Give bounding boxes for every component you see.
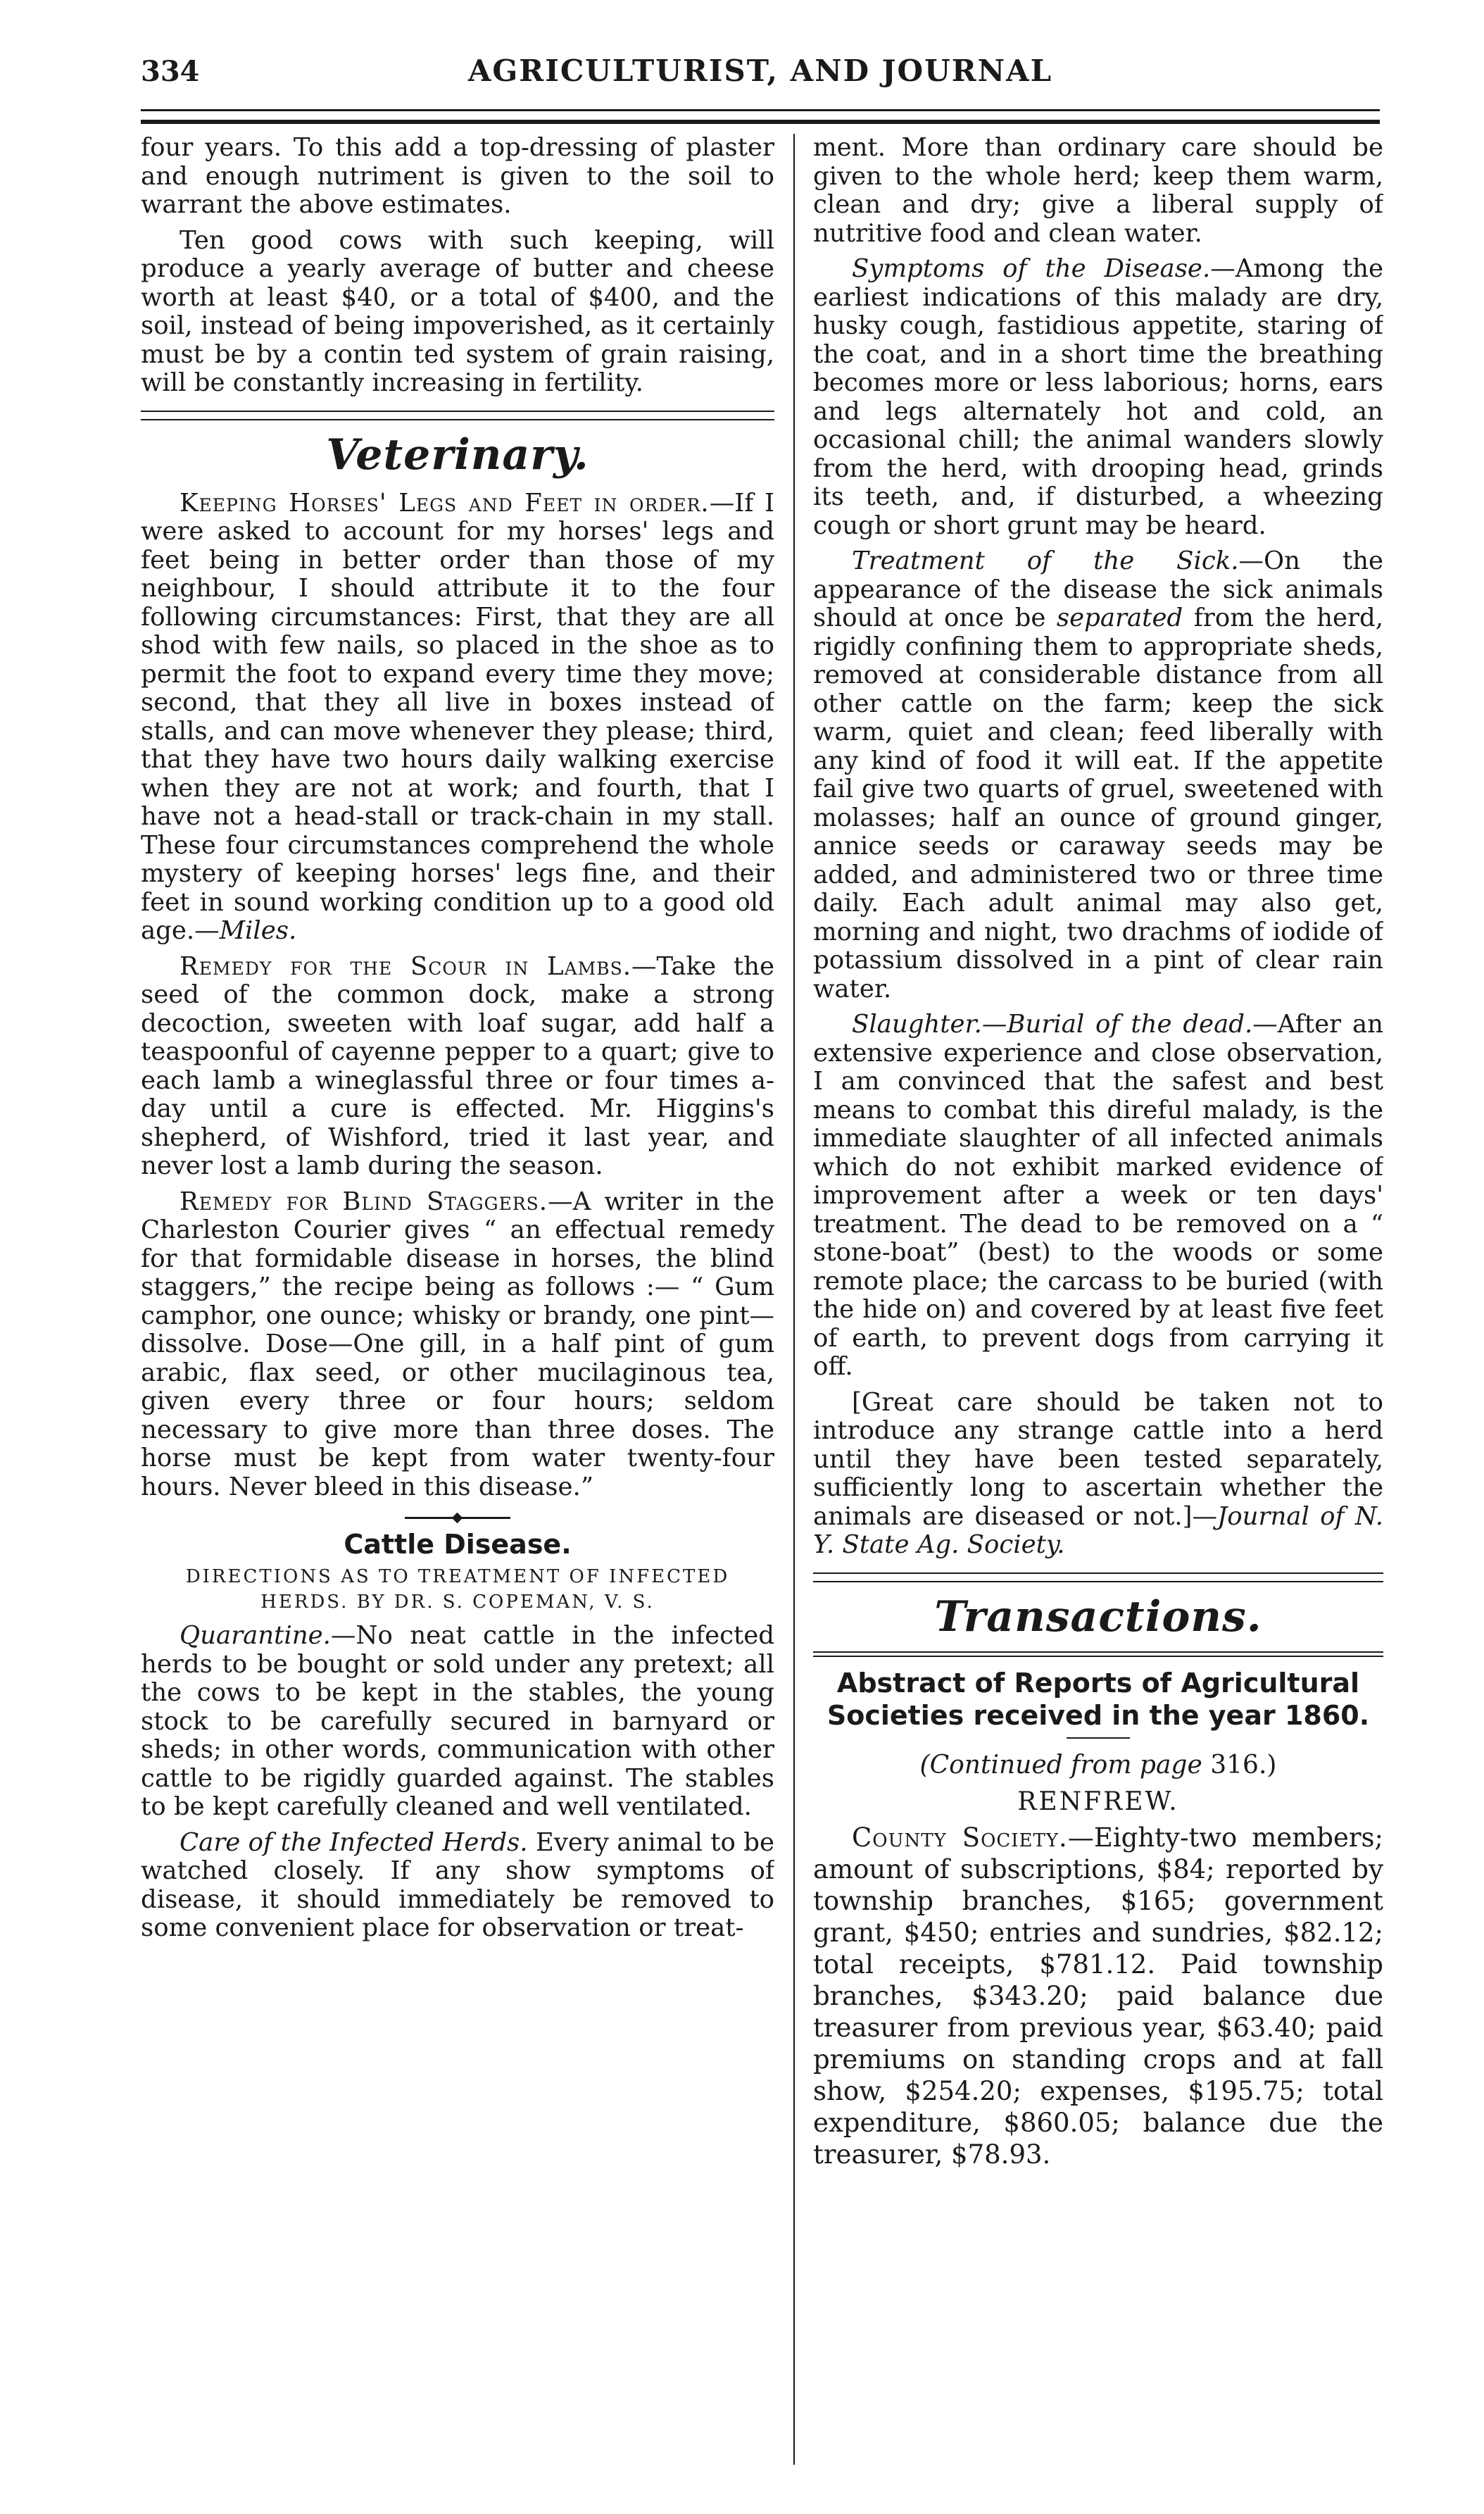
column-divider — [793, 134, 795, 2465]
cattle-disease-subtitle: DIRECTIONS AS TO TREATMENT OF INFECTED HERDS. BY DR. S. COPEMAN, V. S. — [185, 1566, 730, 1613]
article-heading: County Society. — [852, 1822, 1068, 1853]
section-title-transactions: Transactions. — [934, 1591, 1262, 1641]
article-county-society — [813, 1822, 1383, 2170]
left-column — [141, 134, 774, 2444]
article-quarantine — [141, 1622, 774, 1822]
article-blind-staggers — [141, 1188, 774, 1502]
paragraph: four years. To this add a top-dressing of plaster and enough nutriment is given to the soil to warrant the above estimates. — [141, 134, 774, 219]
article-text: [Great care should be taken not to introduce any strange cattle into a herd until they have been tested separately, sufficiently long to ascertain whether the animals are diseased or not.]— — [813, 1387, 1383, 1531]
article-text: —A writer in the Charleston Courier gives “ an effectual remedy for that formidable disease in horses, the blind staggers,” the recipe being as follows :— “ Gum camphor, one ounce; whisky or brandy, one pint—dissolve. Dose—One gill, in a half pint of gum arabic, flax seed, or other mucilaginous tea, given every three or four hours; seldom necessary to give more than three doses. The horse must be kept from water twenty-four hours. Never bleed in this disease.” — [141, 1187, 774, 1501]
article-text: Every animal to be watched closely. If any show symptoms of disease, it should immediately be removed to some convenient place for observation or treat- — [141, 1827, 774, 1942]
article-heading: Treatment of the Sick. — [852, 546, 1239, 575]
article-editor-note — [813, 1389, 1383, 1560]
article-heading: Slaughter.—Burial of the dead. — [852, 1010, 1253, 1039]
paragraph: ment. More than ordinary care should be given to the whole herd; keep them warm, clean and dry; give a liberal supply of nutritive food and clean water. — [813, 134, 1383, 248]
section-rule — [141, 411, 774, 420]
article-heading: Quarantine. — [180, 1621, 331, 1650]
paragraph: Ten good cows with such keeping, will produce a yearly average of butter and cheese worth at least $40, or a total of $400, and the soil, instead of being impoverished, as it certainly must be by a contin ted system of grain raising, will be constantly increasing in fertility. — [141, 225, 774, 397]
article-text: —After an extensive experience and close observation, I am convinced that the safest and best means to combat this direful malady, is the immediate slaughter of all infected animals which do not exhibit marked evidence of improvement after a week or ten days' treatment. The dead to be removed on a “ stone-boat” (best) to the woods or some remote place; the carcass to be buried (with the hide on) and covered by at least five feet of earth, to prevent dogs from carrying it off. — [813, 1010, 1383, 1381]
article-text: —Among the earliest indications of this malady are dry, husky cough, fastidious appetite, staring of the coat, and in a short time the breathing becomes more or less laborious; horns, ears and legs alternately hot and cold, an occasional chill; the animal wanders slowly from the herd, with drooping head, grinds its teeth, and, if disturbed, a wheezing cough or short grunt may be heard. — [813, 254, 1383, 540]
article-text: from the herd, rigidly confining them to appropriate sheds, removed at considerable distance from all other cattle on the farm; keep the sick warm, quiet and clean; feed liberally with any kind of food it will eat. If the appetite fail give two quarts of gruel, sweetened with molasses; half an ounce of ground ginger, annice seeds or caraway seeds may be added, and administered two or three time daily. Each adult animal may also get, morning and night, two drachms of iodide of potassium dissolved in a pint of clear rain water. — [813, 604, 1383, 1003]
right-column — [813, 134, 1383, 2444]
article-scour-lambs — [141, 953, 774, 1181]
running-title: AGRICULTURIST, AND JOURNAL — [467, 54, 1053, 88]
article-care-infected — [141, 1829, 774, 1943]
page-header — [141, 49, 1380, 99]
article-slaughter — [813, 1011, 1383, 1382]
page-number: 334 — [141, 55, 200, 88]
article-treatment — [813, 547, 1383, 1003]
article-horses-legs — [141, 489, 774, 946]
section-rule — [813, 1572, 1383, 1582]
article-heading: Care of the Infected Herds. — [180, 1827, 528, 1857]
article-heading: Symptoms of the Disease. — [852, 254, 1211, 283]
continued-note — [813, 1750, 1383, 1781]
continued-page: 316.) — [1210, 1750, 1277, 1780]
continued-prefix: (Continued from page — [919, 1750, 1202, 1780]
mini-rule — [1067, 1737, 1130, 1739]
county-name: RENFREW. — [1017, 1787, 1179, 1816]
article-text: —If I were asked to account for my horses' legs and feet being in better order than those of my neighbour, I should attribute it to the four following circumstances: First, that they are all shod with few nails, so placed in the shoe as to permit the foot to expand every time they move; second, that they all live in boxes instead of stalls, and can move whenever they please; third, that they have two hours daily walking exercise when they are not at work; and fourth, that I have not a head-stall or track-chain in my stall. These four circumstances comprehend the whole mystery of keeping horses' legs fine, and their feet in sound working condition up to a good old age.— — [141, 488, 774, 945]
article-text: —Take the seed of the common dock, make a strong decoction, sweeten with loaf sugar, add half a teaspoonful of cayenne pepper to a quart; give to each lamb a wineglassful three or four times a-day until a cure is effected. Mr. Higgins's shepherd, of Wishford, tried it last year, and never lost a lamb during the season. — [141, 951, 774, 1180]
section-title-veterinary: Veterinary. — [326, 430, 589, 480]
header-rule — [141, 109, 1380, 111]
article-heading: Remedy for the Scour in Lambs. — [180, 951, 632, 981]
emphasis: separated — [1056, 604, 1183, 632]
article-text: —On the appearance of the disease the sick animals should at once be — [813, 546, 1383, 632]
header-rule-thick — [141, 120, 1380, 124]
article-heading: Keeping Horses' Legs and Feet in order. — [180, 488, 710, 518]
section-rule — [813, 1651, 1383, 1657]
ornament-rule — [405, 1517, 510, 1519]
article-signature: Miles. — [219, 916, 297, 945]
article-symptoms — [813, 255, 1383, 540]
article-text: —Eighty-two members; amount of subscriptions, $84; reported by township branches, $165; government grant, $450; entries and sundries, $82.12; total receipts, $781.12. Paid township branches, $343.20; paid balance due treasurer from previous year, $63.40; paid premiums on standing crops and at fall show, $254.20; expenses, $195.75; total expenditure, $860.05; balance due the treasurer, $78.93. — [813, 1822, 1383, 2170]
article-heading: Remedy for Blind Staggers. — [180, 1187, 548, 1216]
cattle-disease-title: Cattle Disease. — [344, 1529, 572, 1560]
article-text: —No neat cattle in the infected herds to be bought or sold under any pretext; all the cows to be kept in the stables, the young stock to be carefully secured in barnyard or sheds; in other words, communication with other cattle to be rigidly guarded against. The stables to be kept carefully cleaned and well ventilated. — [141, 1621, 774, 1821]
abstract-title: Abstract of Reports of Agricultural Societies received in the year 1860. — [826, 1667, 1370, 1731]
article-source: Journal of N. Y. State Ag. Society. — [813, 1501, 1383, 1559]
